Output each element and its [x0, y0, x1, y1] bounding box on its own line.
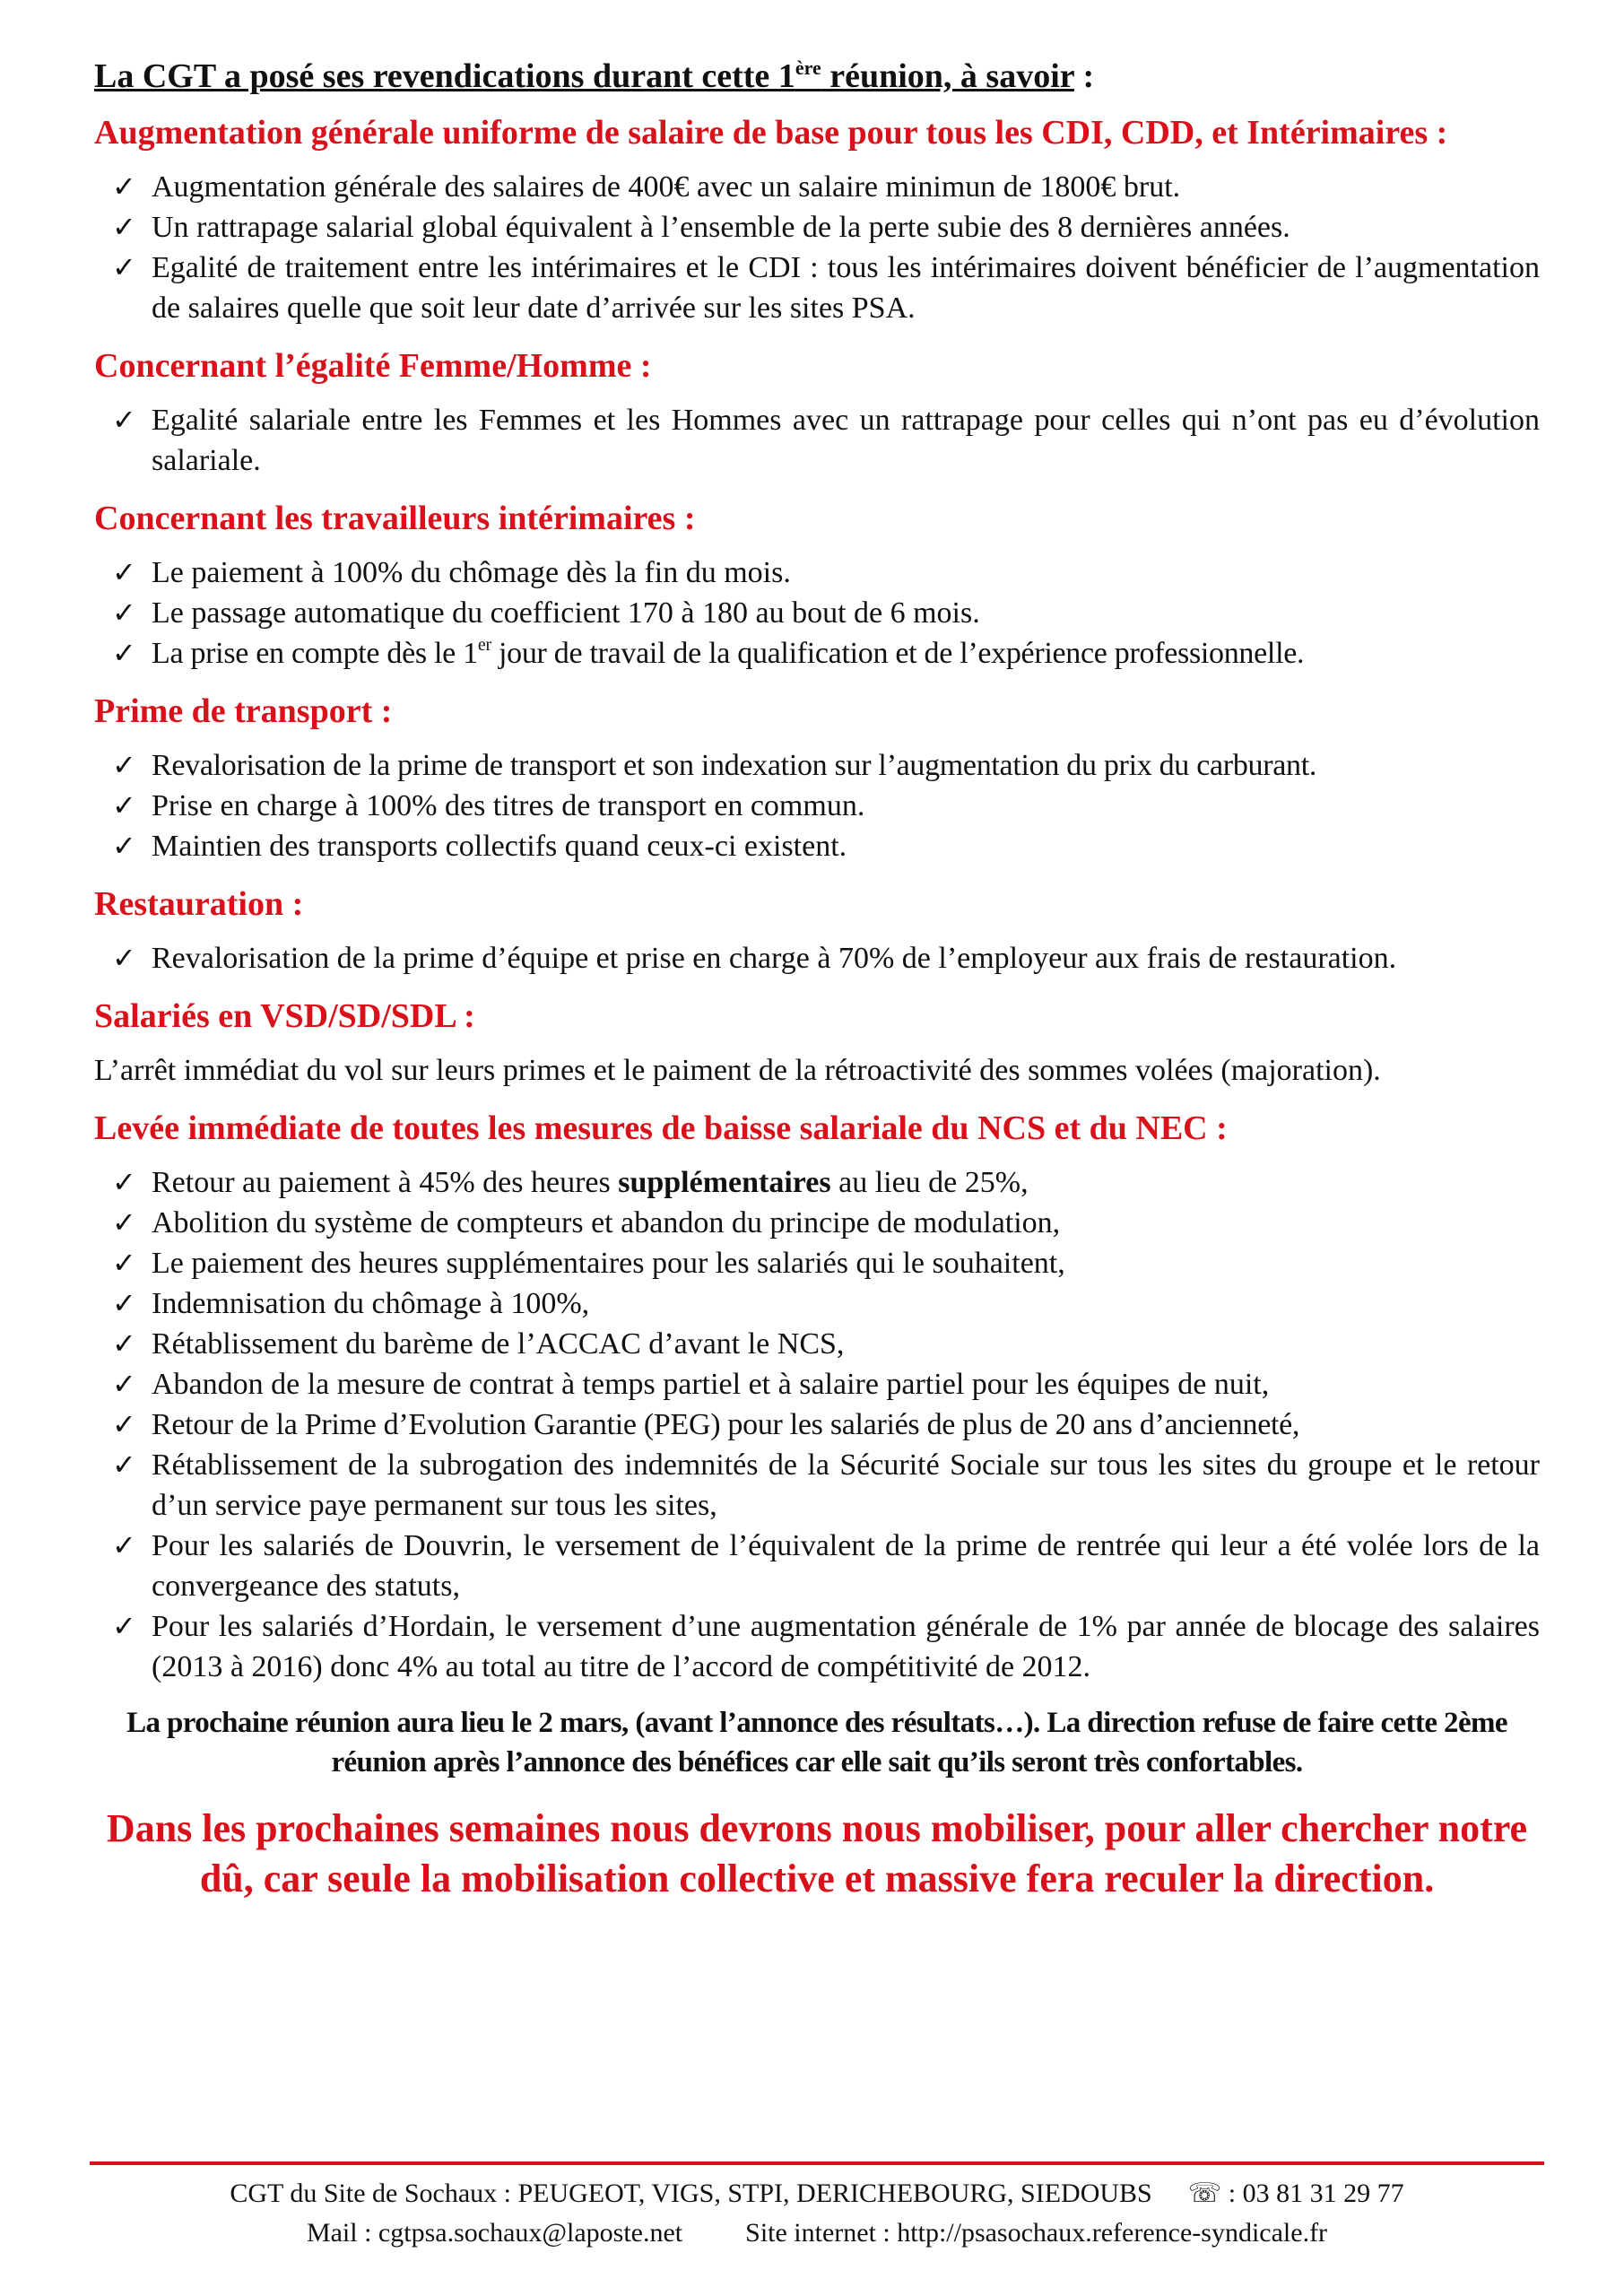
- checkmark-icon: ✓: [112, 1285, 136, 1320]
- footer: [94, 2174, 1540, 2253]
- checkmark-icon: ✓: [112, 249, 136, 284]
- checkmark-icon: ✓: [112, 1245, 136, 1280]
- checkmark-icon: ✓: [112, 402, 136, 437]
- section-heading-salaire: Augmentation générale uniforme de salaire de base pour tous les CDI, CDD, et Intérimaires :: [94, 113, 1448, 152]
- footer-divider: [90, 2161, 1544, 2165]
- list-item: ✓ Egalité salariale entre les Femmes et les Hommes avec un rattrapage pour celles qui n’ont pas eu d’évolution salariale.: [94, 400, 1540, 481]
- checkmark-icon: ✓: [112, 828, 136, 863]
- checkmark-icon: ✓: [112, 1326, 136, 1361]
- list-item: ✓ Rétablissement du barème de l’ACCAC d’avant le NCS,: [94, 1324, 1540, 1364]
- list-item: ✓ Revalorisation de la prime de transport et son indexation sur l’augmentation du prix du carburant.: [94, 745, 1540, 786]
- intro-title: La CGT a posé ses revendications durant cette 1ère réunion, à savoir :: [94, 57, 1095, 95]
- list-item: ✓ Le passage automatique du coefficient 170 à 180 au bout de 6 mois.: [94, 593, 1540, 633]
- checkmark-icon: ✓: [112, 169, 136, 204]
- list-item: ✓ Abolition du système de compteurs et abandon du principe de modulation,: [94, 1203, 1540, 1243]
- footer-website: Site internet : http://psasochaux.reference-syndicale.fr: [745, 2218, 1328, 2248]
- checkmark-icon: ✓: [112, 1205, 136, 1239]
- list-item: ✓ Pour les salariés d’Hordain, le versement d’une augmentation générale de 1% par année de blocage des salaires (2013 à 2016) donc 4% au total au titre de l’accord de compétitivité de 2012.: [94, 1606, 1540, 1687]
- section-heading-transport: Prime de transport :: [94, 691, 393, 730]
- vsd-paragraph: L’arrêt immédiat du vol sur leurs primes et le paiment de la rétroactivité des sommes volées (majoration).: [94, 1053, 1381, 1087]
- list-restauration: [94, 938, 1540, 978]
- list-item: ✓ Abandon de la mesure de contrat à temps partiel et à salaire partiel pour les équipes de nuit,: [94, 1364, 1540, 1405]
- list-item: ✓ Retour de la Prime d’Evolution Garantie (PEG) pour les salariés de plus de 20 ans d’ancienneté,: [94, 1405, 1540, 1445]
- checkmark-icon: ✓: [112, 1608, 136, 1643]
- list-item: ✓ Prise en charge à 100% des titres de transport en commun.: [94, 786, 1540, 826]
- checkmark-icon: ✓: [112, 554, 136, 589]
- list-item: ✓ La prise en compte dès le 1er jour de travail de la qualification et de l’expérience professionnelle.: [94, 633, 1540, 674]
- section-heading-egalite: Concernant l’égalité Femme/Homme :: [94, 346, 652, 385]
- footer-phone: ☏ : 03 81 31 29 77: [1187, 2179, 1404, 2208]
- document-body: [94, 56, 1540, 1904]
- list-salaire: [94, 167, 1540, 328]
- list-item: ✓ Augmentation générale des salaires de 400€ avec un salaire minimun de 1800€ brut.: [94, 167, 1540, 207]
- checkmark-icon: ✓: [112, 1366, 136, 1401]
- checkmark-icon: ✓: [112, 747, 136, 782]
- footer-union-sites: CGT du Site de Sochaux : PEUGEOT, VIGS, STPI, DERICHEBOURG, SIEDOUBS: [230, 2179, 1152, 2208]
- section-heading-interimaires: Concernant les travailleurs intérimaires :: [94, 499, 696, 537]
- checkmark-icon: ✓: [112, 1527, 136, 1562]
- mobilisation-callout: Dans les prochaines semaines nous devrons nous mobiliser, pour aller chercher notre dû, car seule la mobilisation collective et massive fera reculer la direction.: [106, 1805, 1528, 1900]
- list-item: ✓ Rétablissement de la subrogation des indemnités de la Sécurité Sociale sur tous les sites du groupe et le retour d’un service paye permanent sur tous les sites,: [94, 1445, 1540, 1526]
- list-item: ✓ Un rattrapage salarial global équivalent à l’ensemble de la perte subie des 8 dernières années.: [94, 207, 1540, 248]
- section-heading-restauration: Restauration :: [94, 884, 304, 923]
- footer-mail: Mail : cgtpsa.sochaux@laposte.net: [306, 2218, 683, 2248]
- next-meeting-note: La prochaine réunion aura lieu le 2 mars, (avant l’annonce des résultats…). La direction refuse de faire cette 2ème réunion après l’annonce des bénéfices car elle sait qu’ils seront très confortables.: [126, 1706, 1507, 1779]
- checkmark-icon: ✓: [112, 635, 136, 670]
- checkmark-icon: ✓: [112, 595, 136, 630]
- checkmark-icon: ✓: [112, 209, 136, 244]
- list-ncs-nec: [94, 1162, 1540, 1687]
- list-item: ✓ Retour au paiement à 45% des heures supplémentaires au lieu de 25%,: [94, 1162, 1540, 1203]
- list-egalite: [94, 400, 1540, 481]
- list-item: ✓ Maintien des transports collectifs quand ceux-ci existent.: [94, 826, 1540, 866]
- checkmark-icon: ✓: [112, 787, 136, 822]
- checkmark-icon: ✓: [112, 1406, 136, 1441]
- list-transport: [94, 745, 1540, 866]
- checkmark-icon: ✓: [112, 1447, 136, 1482]
- list-item: ✓ Egalité de traitement entre les intérimaires et le CDI : tous les intérimaires doivent bénéficier de l’augmentation de salaires quelle que soit leur date d’arrivée sur les sites PSA.: [94, 248, 1540, 328]
- list-item: ✓ Revalorisation de la prime d’équipe et prise en charge à 70% de l’employeur aux frais de restauration.: [94, 938, 1540, 978]
- list-interimaires: [94, 552, 1540, 674]
- list-item: ✓ Pour les salariés de Douvrin, le versement de l’équivalent de la prime de rentrée qui leur a été volée lors de la convergeance des statuts,: [94, 1526, 1540, 1606]
- checkmark-icon: ✓: [112, 940, 136, 975]
- list-item: ✓ Le paiement des heures supplémentaires pour les salariés qui le souhaitent,: [94, 1243, 1540, 1283]
- list-item: ✓ Indemnisation du chômage à 100%,: [94, 1283, 1540, 1324]
- checkmark-icon: ✓: [112, 1164, 136, 1199]
- section-heading-vsd: Salariés en VSD/SD/SDL :: [94, 996, 475, 1035]
- footer-line-2: [94, 2213, 1540, 2253]
- list-item: ✓ Le paiement à 100% du chômage dès la fin du mois.: [94, 552, 1540, 593]
- section-heading-ncs-nec: Levée immédiate de toutes les mesures de baisse salariale du NCS et du NEC :: [94, 1109, 1228, 1147]
- footer-line-1: [94, 2174, 1540, 2213]
